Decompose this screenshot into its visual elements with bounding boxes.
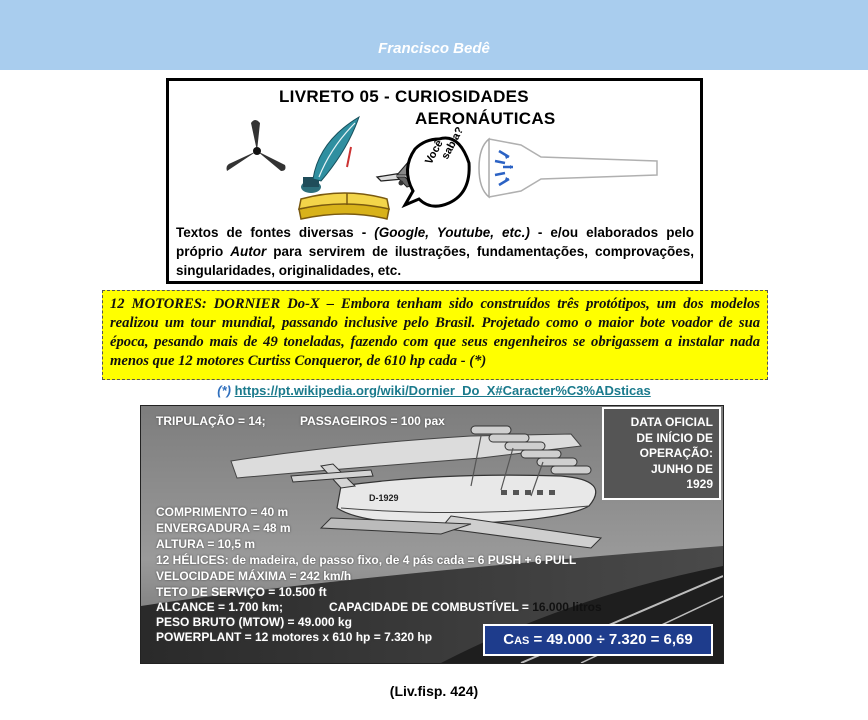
spec-powerplant: POWERPLANT = 12 motores x 610 hp = 7.320 hp bbox=[156, 630, 433, 644]
footer-reference: (Liv.fisp. 424) bbox=[389, 683, 479, 699]
article-text: 12 MOTORES: DORNIER Do-X – Embora tenham sido construídos três protótipos, um dos modelos realizou um tour mundial, passando inclusive pelo Brasil. Projetado como o maior bote voador de sua época, pesando mais de 49 toneladas, fazendo com que seus engenheiros se obrigassem a instalar nada menos que 12 motores Curtiss Conqueror, de 610 hp cada - (*) bbox=[110, 296, 760, 369]
dornier-photo bbox=[140, 405, 724, 664]
cas-formula-box: CAS = 49.000 ÷ 7.320 = 6,69 bbox=[483, 624, 713, 656]
booklet-title-line2: AERONÁUTICAS bbox=[415, 109, 556, 128]
propeller-icon bbox=[227, 120, 286, 171]
spec-comprimento: COMPRIMENTO = 40 m bbox=[156, 505, 289, 519]
jet-engine-diagram-icon bbox=[479, 139, 657, 197]
operation-date-box bbox=[602, 407, 721, 500]
spec-envergadura: ENVERGADURA = 48 m bbox=[156, 521, 291, 535]
svg-text:Você sabia?: Você sabia? bbox=[423, 125, 467, 167]
top-banner bbox=[0, 0, 868, 70]
spec-teto: TETO DE SERVIÇO = 10.500 ft bbox=[156, 585, 327, 599]
spec-alcance: ALCANCE = 1.700 km; bbox=[156, 600, 284, 614]
author-name: Francisco Bedê bbox=[378, 40, 490, 57]
spec-capacidade: CAPACIDADE DE COMBUSTÍVEL = 16.000 litros bbox=[329, 600, 602, 614]
spec-altura: ALTURA = 10,5 m bbox=[156, 537, 256, 551]
booklet-description: Textos de fontes diversas - (Google, Youtube, etc.) - e/ou elaborados pelo próprio Autor para servirem de ilustrações, fundamentações, comprovações, singularidades, originalidades, etc. bbox=[176, 225, 695, 278]
booklet-header bbox=[166, 78, 703, 284]
spec-passageiros: PASSAGEIROS = 100 pax bbox=[300, 414, 445, 428]
quill-book-icon bbox=[299, 117, 389, 219]
wikipedia-link[interactable]: https://pt.wikipedia.org/wiki/Dornier_Do_X#Caracter%C3%ADsticas bbox=[234, 383, 651, 398]
spec-peso: PESO BRUTO (MTOW) = 49.000 kg bbox=[156, 615, 352, 629]
reference-line bbox=[0, 383, 868, 398]
voce-sabia-bubble-icon bbox=[405, 119, 469, 206]
spec-tripulacao: TRIPULAÇÃO = 14; bbox=[156, 414, 266, 428]
operation-date-text: DATA OFICIAL DE INÍCIO DE OPERAÇÃO: JUNHO DE 1929 bbox=[630, 415, 713, 491]
aircraft-registration: D-1929 bbox=[369, 493, 399, 503]
booklet-title-line1: LIVRETO 05 - CURIOSIDADES bbox=[279, 87, 529, 106]
reference-marker: (*) bbox=[217, 383, 231, 398]
spec-velocidade: VELOCIDADE MÁXIMA = 242 km/h bbox=[156, 569, 352, 583]
spec-helices: 12 HÉLICES: de madeira, de passo fixo, de 4 pás cada = 6 PUSH + 6 PULL bbox=[156, 553, 577, 567]
article-highlight-box bbox=[102, 290, 768, 380]
